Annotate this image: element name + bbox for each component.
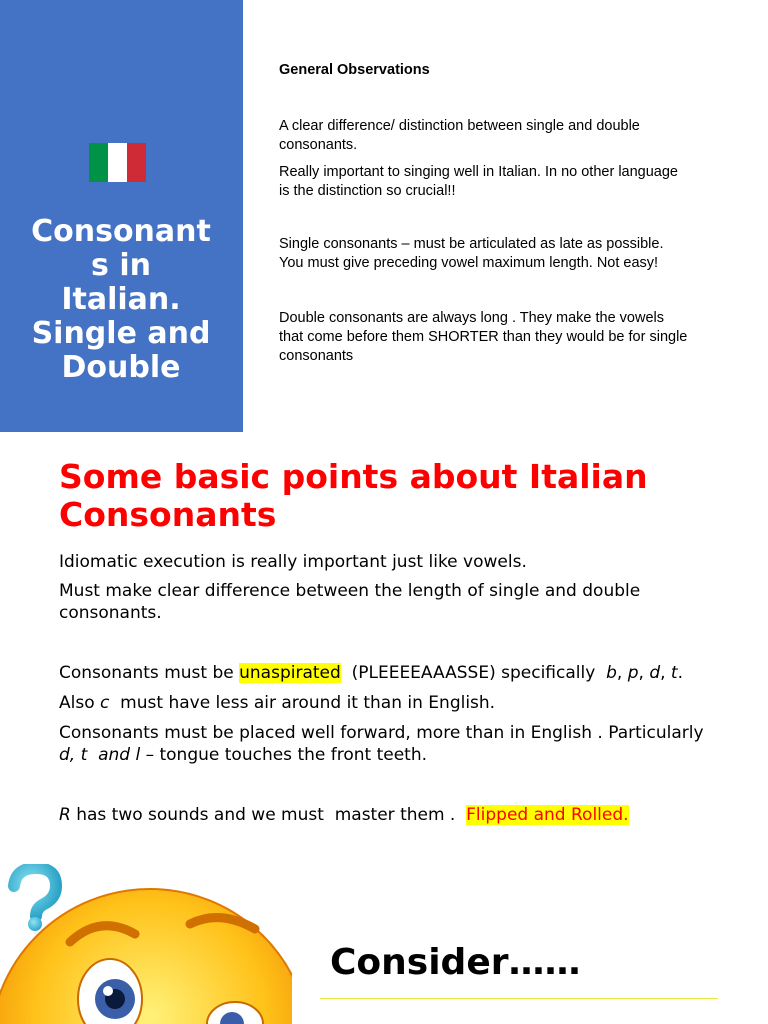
title-line: s in [91, 248, 151, 283]
consider-heading: Consider…… [330, 942, 581, 983]
observation-paragraph: Single consonants – must be articulated as late as possible. You must give preceding vowel maximum length. Not easy! [279, 236, 664, 271]
body-line: R has two sounds and we must master them . Flipped and Rolled. [59, 805, 629, 825]
divider [320, 998, 718, 999]
title-line: Consonant [31, 214, 211, 249]
confused-emoji-icon [0, 864, 292, 1024]
title-line: Italian. [61, 282, 181, 317]
body-line: Idiomatic execution is really important just like vowels. [59, 552, 527, 572]
slide-title [8, 215, 234, 385]
slide-title: Some basic points about Italian Consonants [59, 457, 648, 534]
slide-consonants-overview [0, 0, 768, 432]
highlighted-phrase: Flipped and Rolled. [466, 805, 629, 825]
body-line: Consonants must be unaspirated (PLEEEEAAASSE) specifically b, p, d, t. [59, 663, 683, 683]
italian-flag-icon [89, 143, 146, 182]
observation-paragraph: Double consonants are always long . They make the vowels that come before them SHORTER than they would be for single consonants [279, 310, 688, 364]
observation-paragraph: A clear difference/ distinction between single and double consonants. [279, 118, 640, 153]
highlighted-word: unaspirated [239, 663, 341, 683]
title-line: Double [61, 350, 181, 385]
title-line: Single and [31, 316, 211, 351]
slide-basic-points [0, 432, 768, 864]
observation-paragraph: Really important to singing well in Italian. In no other language is the distinction so crucial!! [279, 164, 678, 199]
body-line: Also c must have less air around it than in English. [59, 693, 496, 713]
slide-consider [0, 864, 768, 1024]
title-panel [0, 0, 243, 432]
body-line: Consonants must be placed well forward, more than in English . Particularly d, t and l – tongue touches the front teeth. [59, 723, 704, 765]
body-line: Must make clear difference between the length of single and double consonants. [59, 581, 641, 623]
observations-heading: General Observations [279, 62, 430, 78]
